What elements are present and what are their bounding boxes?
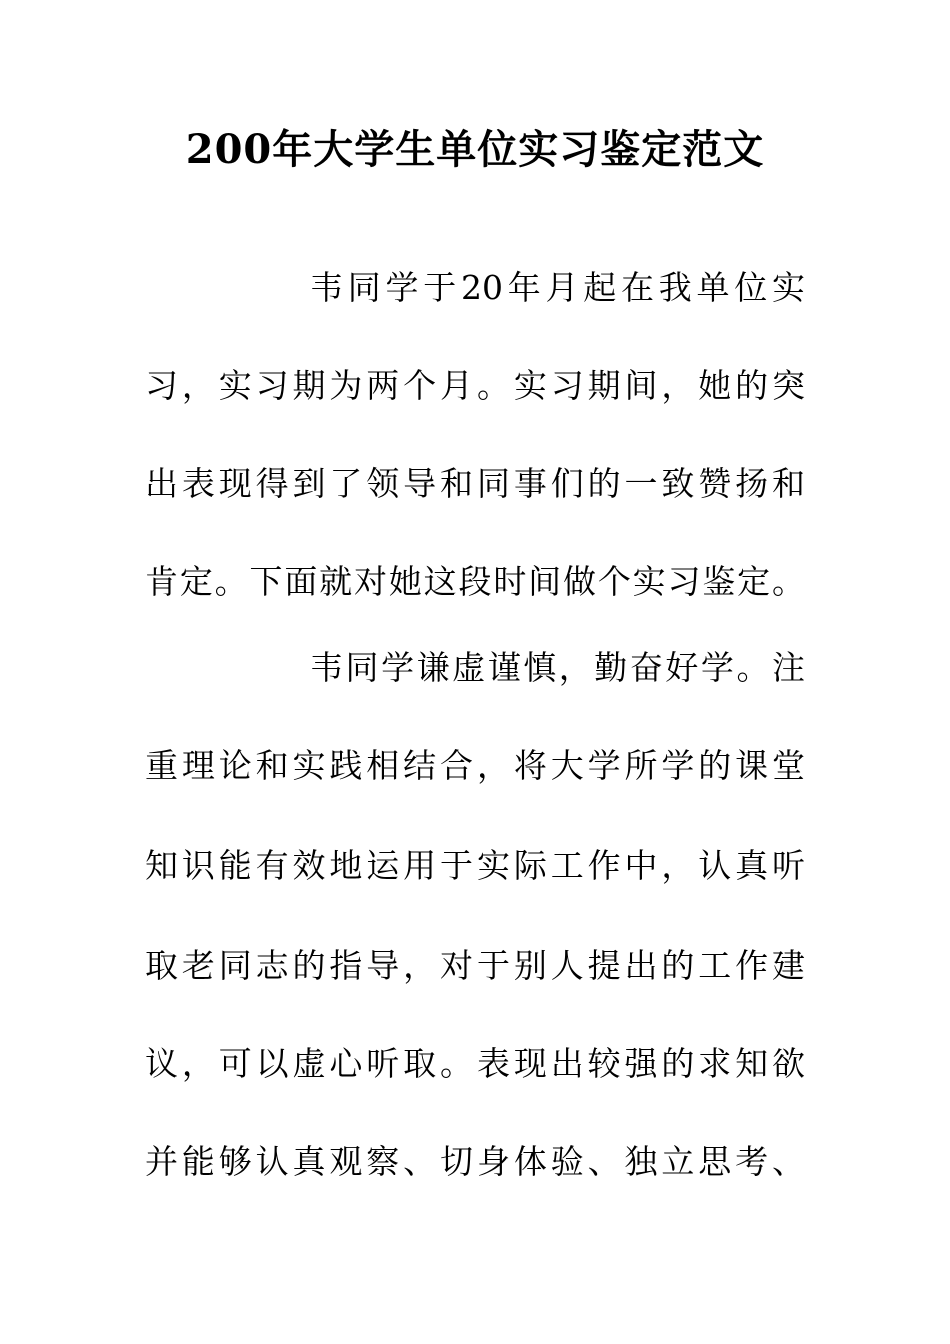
paragraph-2-line-5: 议，可以虚心听取。表现出较强的求知欲 bbox=[145, 1044, 805, 1083]
paragraph-1-line-3: 出表现得到了领导和同事们的一致赞扬和 bbox=[145, 464, 805, 503]
document-title: 200年大学生单位实习鉴定范文 bbox=[185, 126, 765, 173]
paragraph-1-line-1: 韦同学于20年月起在我单位实 bbox=[310, 268, 805, 307]
paragraph-2-line-2: 重理论和实践相结合，将大学所学的课堂 bbox=[145, 746, 805, 785]
paragraph-2-line-6: 并能够认真观察、切身体验、独立思考、 bbox=[145, 1142, 805, 1181]
paragraph-2-line-4: 取老同志的指导，对于别人提出的工作建 bbox=[145, 946, 805, 985]
paragraph-2-line-3: 知识能有效地运用于实际工作中，认真听 bbox=[145, 846, 805, 885]
paragraph-1-line-4: 肯定。下面就对她这段时间做个实习鉴定。 bbox=[145, 562, 805, 601]
paragraph-1-line-2: 习，实习期为两个月。实习期间，她的突 bbox=[145, 366, 805, 405]
paragraph-2-line-1: 韦同学谦虚谨慎，勤奋好学。注 bbox=[310, 648, 805, 687]
